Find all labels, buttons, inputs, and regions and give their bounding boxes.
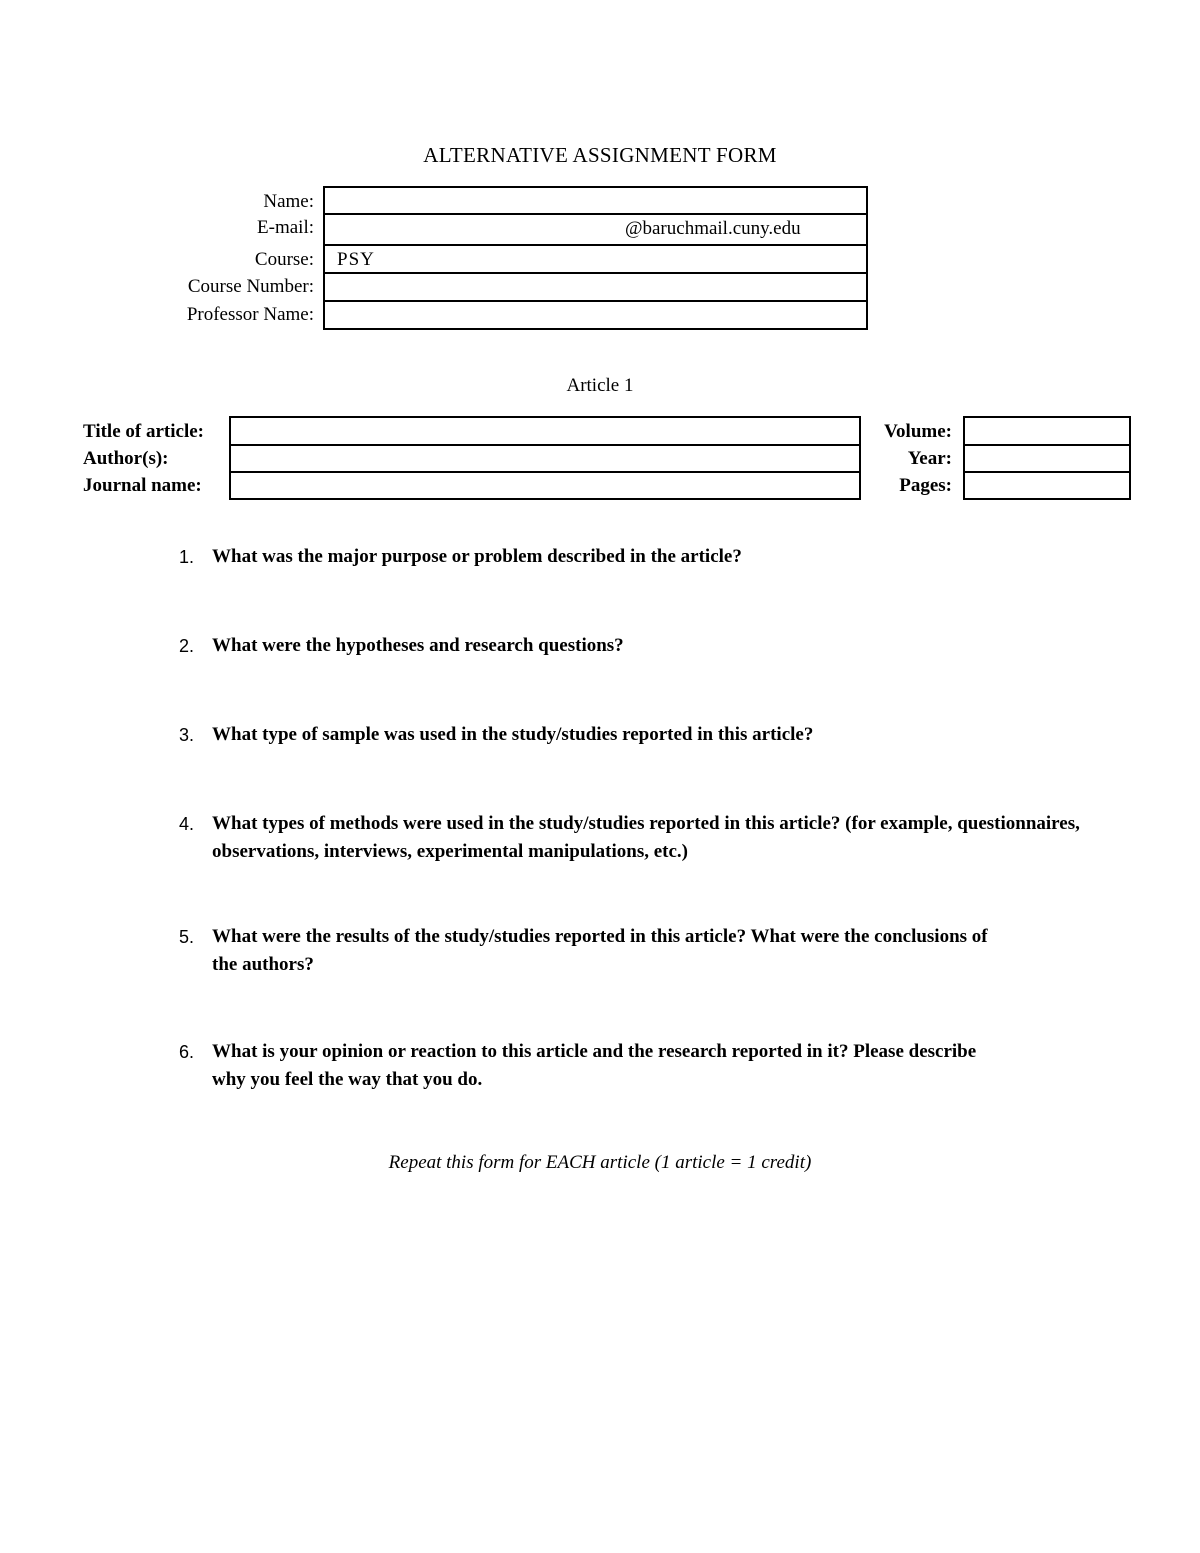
question-text: What was the major purpose or problem described in the article? [212,546,742,567]
question-text: What types of methods were used in the study/studies reported in this article? (for example, questionnaires, observations, interviews, experimental manipulations, etc.) [212,813,1080,862]
article-authors-label: Author(s): [83,448,169,469]
question-number: 2. [178,636,194,656]
course-number-label: Course Number: [187,276,314,297]
year-label: Year: [907,448,952,469]
question-number: 5. [178,927,194,947]
question-text: What were the hypotheses and research questions? [212,635,624,656]
pages-label: Pages: [899,475,952,496]
article-heading: Article 1 [566,375,634,396]
question-text: What type of sample was used in the study/studies reported in this article? [212,724,814,745]
volume-label: Volume: [884,421,952,442]
course-number-field[interactable] [323,272,868,302]
volume-field[interactable] [963,416,1131,446]
name-field[interactable] [323,186,868,215]
course-label: Course: [254,249,314,270]
form-title: ALTERNATIVE ASSIGNMENT FORM [423,143,777,167]
journal-name-label: Journal name: [83,475,202,496]
article-title-field[interactable] [229,416,861,446]
professor-name-field[interactable] [323,300,868,330]
question-text: What were the results of the study/studies reported in this article? What were the conclusions of the authors? [212,926,988,975]
course-field[interactable] [323,244,868,274]
article-authors-field[interactable] [229,444,861,473]
repeat-instructions: Repeat this form for EACH article (1 article = 1 credit) [388,1152,812,1173]
email-field[interactable] [323,213,868,246]
question-number: 4. [178,814,194,834]
article-title-label: Title of article: [83,421,204,442]
question-text: What is your opinion or reaction to this article and the research reported in it? Please describe why you feel the way that you do. [212,1041,977,1090]
year-field[interactable] [963,444,1131,473]
course-prefix: PSY [337,249,375,270]
question-number: 1. [178,547,194,567]
journal-name-field[interactable] [229,471,861,500]
question-number: 6. [178,1042,194,1062]
pages-field[interactable] [963,471,1131,500]
name-label: Name: [263,191,314,212]
professor-name-label: Professor Name: [186,304,314,325]
email-domain-suffix: @baruchmail.cuny.edu [625,218,801,239]
question-number: 3. [178,725,194,745]
email-label: E-mail: [257,217,314,238]
